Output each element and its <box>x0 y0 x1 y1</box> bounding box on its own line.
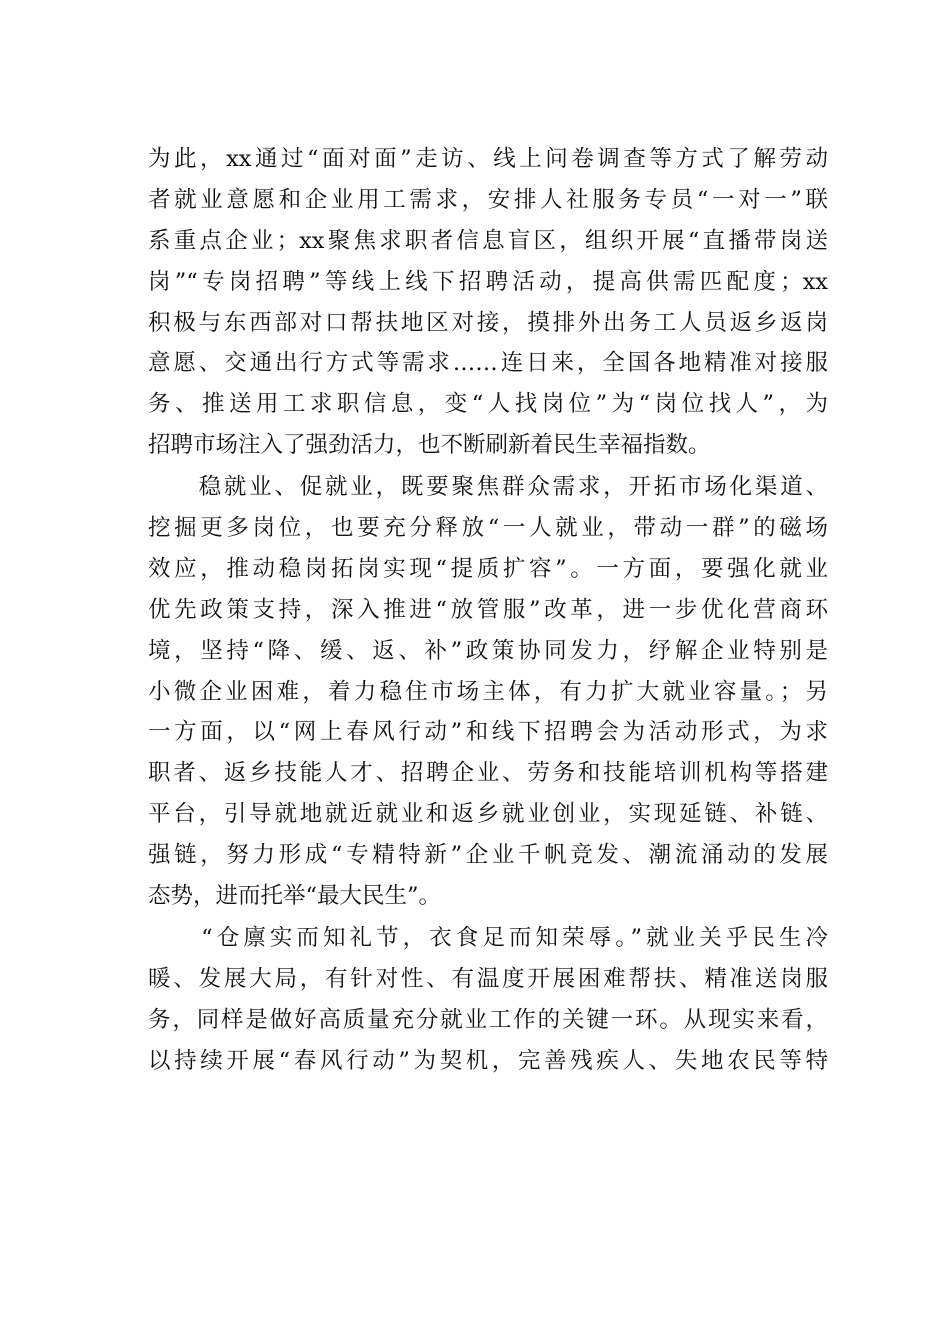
text-line: 稳就业、促就业，既要聚焦群众需求，开拓市场化渠道、 <box>148 474 828 501</box>
document-body <box>148 139 828 1081</box>
text-line: 为此，xx通过“面对面”走访、线上问卷调查等方式了解劳动 <box>148 146 828 172</box>
text-line: 岗”“专岗招聘”等线上线下招聘活动，提高供需匹配度；xx <box>148 268 828 295</box>
text-line: 一方面，以“网上春风行动”和线下招聘会为活动形式，为求 <box>148 719 828 746</box>
text-line: 境，坚持“降、缓、返、补”政策协同发力，纾解企业特别是 <box>148 637 828 664</box>
text-line: 招聘市场注入了强劲活力，也不断刷新着民生幸福指数。 <box>148 432 711 459</box>
text-line: 强链，努力形成“专精特新”企业千帆竞发、潮流涌动的发展 <box>148 842 828 869</box>
text-line: 优先政策支持，深入推进“放管服”改革，进一步优化营商环 <box>148 596 828 623</box>
text-line: 态势，进而托举“最大民生”。 <box>148 883 442 910</box>
text-line: 务，同样是做好高质量充分就业工作的关键一环。从现实来看， <box>148 1006 828 1033</box>
paragraph-3 <box>148 918 828 1082</box>
text-line: 暖、发展大局，有针对性、有温度开展困难帮扶、精准送岗服 <box>148 965 828 992</box>
text-line: 小微企业困难，着力稳住市场主体，有力扩大就业容量。；另 <box>148 678 828 705</box>
text-line: 务、推送用工求职信息，变“人找岗位”为“岗位找人”，为 <box>148 391 828 418</box>
text-line: 者就业意愿和企业用工需求，安排人社服务专员“一对一”联 <box>148 186 828 213</box>
paragraph-1 <box>148 139 828 466</box>
text-line: 挖掘更多岗位，也要充分释放“一人就业，带动一群”的磁场 <box>148 515 828 542</box>
paragraph-2 <box>148 467 828 917</box>
text-line: “仓廪实而知礼节，衣食足而知荣辱。”就业关乎民生冷 <box>148 924 828 951</box>
text-line: 系重点企业；xx聚焦求职者信息盲区，组织开展“直播带岗送 <box>148 227 828 254</box>
text-line: 职者、返乡技能人才、招聘企业、劳务和技能培训机构等搭建 <box>148 760 828 787</box>
text-line: 效应，推动稳岗拓岗实现“提质扩容”。一方面，要强化就业 <box>148 555 828 582</box>
text-line: 以持续开展“春风行动”为契机，完善残疾人、失地农民等特 <box>148 1047 828 1074</box>
text-line: 平台，引导就地就近就业和返乡就业创业，实现延链、补链、 <box>148 801 828 828</box>
text-line: 积极与东西部对口帮扶地区对接，摸排外出务工人员返乡返岗 <box>148 309 828 336</box>
text-line: 意愿、交通出行方式等需求……连日来，全国各地精准对接服 <box>148 350 828 377</box>
